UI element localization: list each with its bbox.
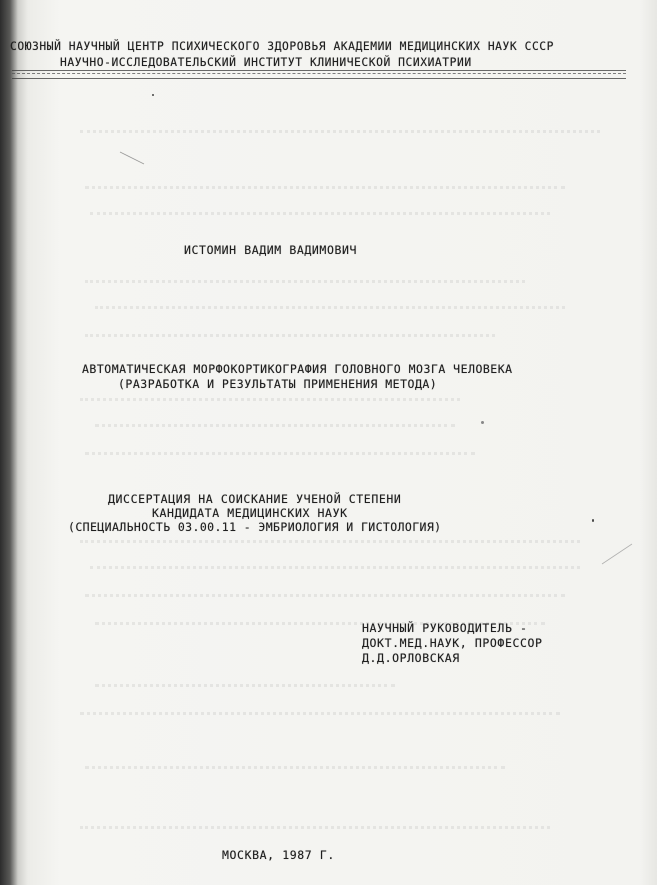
show-through-line xyxy=(85,280,525,291)
pencil-mark xyxy=(118,150,148,168)
ink-speck xyxy=(481,421,484,424)
show-through-line xyxy=(85,186,565,197)
supervisor-label: НАУЧНЫЙ РУКОВОДИТЕЛЬ - xyxy=(362,621,528,635)
degree-level: КАНДИДАТА МЕДИЦИНСКИХ НАУК xyxy=(152,506,348,520)
show-through-line xyxy=(90,212,550,223)
dissertation-title: АВТОМАТИЧЕСКАЯ МОРФОКОРТИКОГРАФИЯ ГОЛОВНОГО МОЗГА ЧЕЛОВЕКА xyxy=(82,362,513,376)
pencil-mark xyxy=(598,540,638,570)
show-through-line xyxy=(80,712,560,723)
degree-statement: ДИССЕРТАЦИЯ НА СОИСКАНИЕ УЧЕНОЙ СТЕПЕНИ xyxy=(108,492,402,506)
dissertation-subtitle: (РАЗРАБОТКА И РЕЗУЛЬТАТЫ ПРИМЕНЕНИЯ МЕТОДА) xyxy=(118,377,438,391)
ink-speck xyxy=(592,519,594,522)
show-through-line xyxy=(80,540,580,551)
show-through-line xyxy=(95,424,455,435)
author-name: ИСТОМИН ВАДИМ ВАДИМОВИЧ xyxy=(184,243,358,257)
show-through-line xyxy=(95,684,395,695)
institution-name: СОЮЗНЫЙ НАУЧНЫЙ ЦЕНТР ПСИХИЧЕСКОГО ЗДОРОВЬЯ АКАДЕМИИ МЕДИЦИНСКИХ НАУК СССР xyxy=(10,40,554,53)
show-through-line xyxy=(80,398,460,409)
supervisor-degree: ДОКТ.МЕД.НАУК, ПРОФЕССОР xyxy=(362,636,543,650)
show-through-line xyxy=(95,306,565,317)
show-through-line xyxy=(85,594,565,605)
header-divider xyxy=(12,70,626,79)
show-through-line xyxy=(85,452,475,463)
specialty: (СПЕЦИАЛЬНОСТЬ 03.00.11 - ЭМБРИОЛОГИЯ И ГИСТОЛОГИЯ) xyxy=(68,520,442,534)
show-through-line xyxy=(85,766,505,777)
institute-name: НАУЧНО-ИССЛЕДОВАТЕЛЬСКИЙ ИНСТИТУТ КЛИНИЧЕСКОЙ ПСИХИАТРИИ xyxy=(60,56,472,69)
show-through-line xyxy=(80,130,600,141)
show-through-line xyxy=(80,826,550,837)
ink-speck xyxy=(152,94,154,96)
show-through-line xyxy=(85,334,495,345)
supervisor-name: Д.Д.ОРЛОВСКАЯ xyxy=(362,651,460,665)
show-through-line xyxy=(90,566,580,577)
place-and-year: МОСКВА, 1987 Г. xyxy=(222,848,335,862)
